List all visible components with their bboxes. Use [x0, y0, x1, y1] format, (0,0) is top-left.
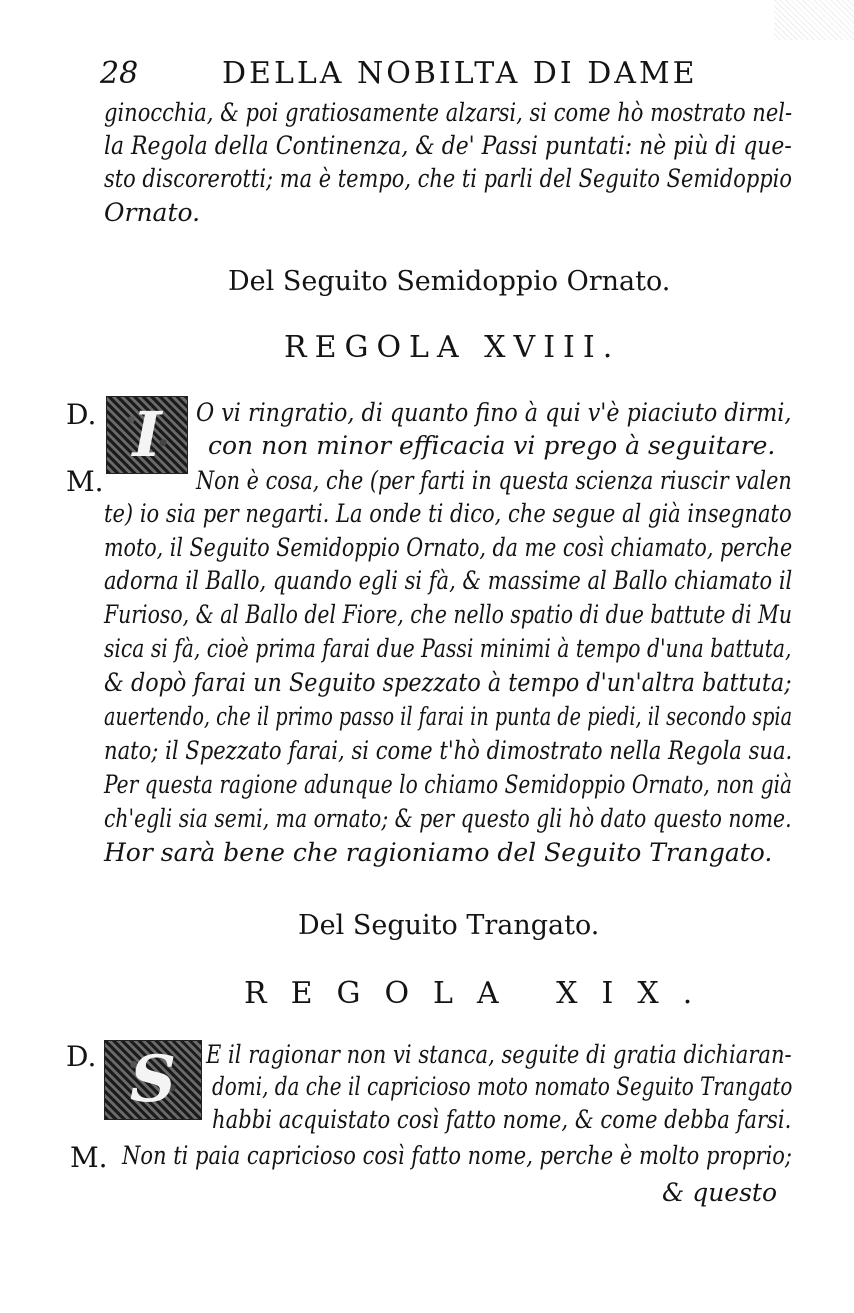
- text-line: domi, da che il capricioso moto nomato Seguito Trangato: [212, 1072, 793, 1101]
- speaker-label: D.: [66, 1040, 97, 1073]
- speaker-label: D.: [66, 398, 97, 431]
- speaker-label: M.: [66, 465, 104, 498]
- decorated-initial: I: [106, 396, 188, 474]
- text-line: O vi ringratio, di quanto fino à qui v'è piaciuto dirmi,: [196, 398, 792, 427]
- section-title: Del Seguito Semidoppio Ornato.: [228, 266, 671, 297]
- rule-heading: REGOLA XIX.: [244, 976, 717, 1011]
- catchword: & questo: [662, 1178, 778, 1207]
- text-line: nato; il Spezzato farai, si come t'hò dimostrato nella Regola sua.: [104, 736, 793, 765]
- text-line: Furioso, & al Ballo del Fiore, che nello spatio di due battute di Mu: [104, 600, 793, 629]
- text-line: adorna il Ballo, quando egli si fà, & massime al Ballo chiamato il: [104, 566, 793, 595]
- text-line: Per questa ragione adunque lo chiamo Semidoppio Ornato, non già: [104, 770, 793, 799]
- text-line: Non ti paia capricioso così fatto nome, perche è molto proprio;: [122, 1141, 793, 1170]
- text-line: Ornato.: [104, 198, 201, 227]
- speaker-label: M.: [70, 1141, 108, 1174]
- text-line: auertendo, che il primo passo il farai in punta de piedi, il secondo spia: [104, 702, 793, 731]
- text-line: Non è cosa, che (per farti in questa scienza riuscir valen: [196, 466, 792, 495]
- text-line: moto, il Seguito Semidoppio Ornato, da me così chiamato, perche: [104, 533, 793, 562]
- text-line: con non minor efficacia vi prego à seguitare.: [208, 431, 776, 460]
- rule-heading: REGOLA XVIII.: [284, 330, 621, 365]
- decorated-initial: S: [104, 1040, 202, 1120]
- text-line: habbi acquistato così fatto nome, & come debba farsi.: [212, 1105, 792, 1134]
- text-line: ch'egli sia semi, ma ornato; & per questo gli hò dato questo nome.: [104, 804, 792, 833]
- text-line: la Regola della Continenza, & de' Passi puntati: nè più di que-: [104, 131, 792, 160]
- page-header: [100, 56, 700, 96]
- text-line: E il ragionar non vi stanca, seguite di gratia dichiaran-: [206, 1040, 792, 1069]
- section-title: Del Seguito Trangato.: [298, 910, 600, 941]
- running-title: DELLA NOBILTA DI DAME: [222, 56, 698, 91]
- page-number: 28: [100, 56, 139, 91]
- text-line: sica si fà, cioè prima farai due Passi minimi à tempo d'una battuta,: [104, 634, 792, 663]
- text-line: te) io sia per negarti. La onde ti dico, che segue al già insegnato: [104, 499, 792, 528]
- text-line: sto discorerotti; ma è tempo, che ti parli del Seguito Semidoppio: [104, 164, 792, 193]
- text-line: & dopò farai un Seguito spezzato à tempo d'un'altra battuta;: [104, 668, 792, 697]
- paper-speckle: [774, 0, 854, 40]
- text-line: Hor sarà bene che ragioniamo del Seguito Trangato.: [104, 838, 773, 867]
- text-line: ginocchia, & poi gratiosamente alzarsi, si come hò mostrato nel-: [104, 98, 793, 127]
